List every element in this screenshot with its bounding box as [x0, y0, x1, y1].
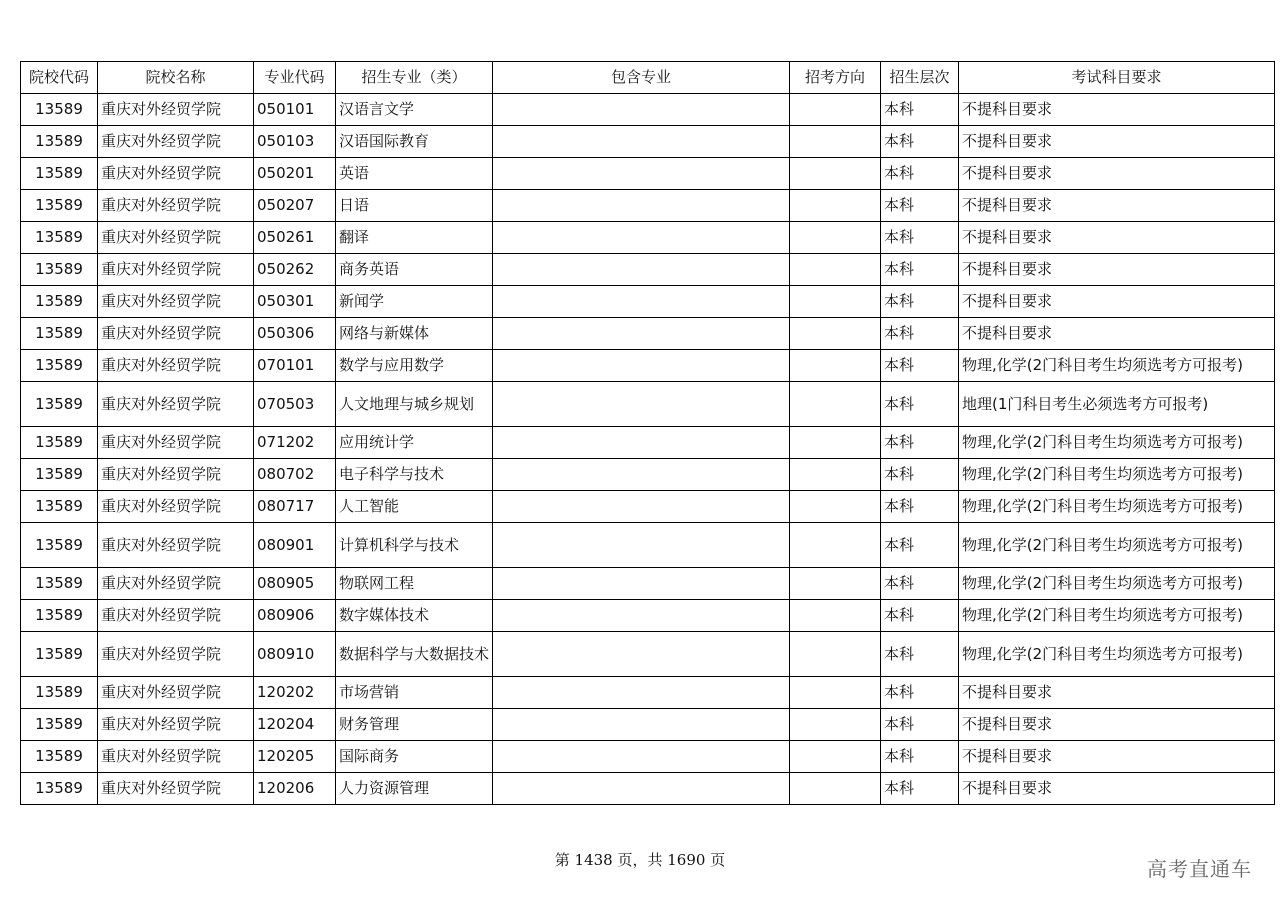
enrollment-table [20, 61, 1275, 805]
major-name-cell: 商务英语 [336, 254, 493, 286]
requirement-cell: 不提科目要求 [959, 158, 1275, 190]
major-name-cell: 数字媒体技术 [336, 600, 493, 632]
school-name-cell: 重庆对外经贸学院 [98, 568, 254, 600]
school-code-cell: 13589 [21, 382, 98, 427]
level-cell: 本科 [881, 677, 959, 709]
school-name-cell: 重庆对外经贸学院 [98, 382, 254, 427]
major-name-cell: 计算机科学与技术 [336, 523, 493, 568]
level-cell: 本科 [881, 709, 959, 741]
level-cell: 本科 [881, 523, 959, 568]
major-code-cell: 070503 [254, 382, 336, 427]
school-name-cell: 重庆对外经贸学院 [98, 459, 254, 491]
school-code-cell: 13589 [21, 318, 98, 350]
table-row [21, 491, 1275, 523]
major-code-cell: 050103 [254, 126, 336, 158]
school-code-cell: 13589 [21, 158, 98, 190]
direction-cell [790, 382, 881, 427]
school-name-cell: 重庆对外经贸学院 [98, 427, 254, 459]
school-name-cell: 重庆对外经贸学院 [98, 222, 254, 254]
included-majors-cell [493, 677, 790, 709]
direction-cell [790, 600, 881, 632]
school-name-cell: 重庆对外经贸学院 [98, 741, 254, 773]
direction-cell [790, 94, 881, 126]
table-row [21, 158, 1275, 190]
level-cell: 本科 [881, 318, 959, 350]
major-name-cell: 人文地理与城乡规划 [336, 382, 493, 427]
table-row [21, 459, 1275, 491]
major-name-cell: 汉语言文学 [336, 94, 493, 126]
major-code-cell: 080905 [254, 568, 336, 600]
table-row [21, 94, 1275, 126]
direction-cell [790, 568, 881, 600]
school-name-cell: 重庆对外经贸学院 [98, 632, 254, 677]
major-code-cell: 050306 [254, 318, 336, 350]
major-code-cell: 120202 [254, 677, 336, 709]
level-cell: 本科 [881, 600, 959, 632]
requirement-cell: 不提科目要求 [959, 254, 1275, 286]
direction-cell [790, 350, 881, 382]
included-majors-cell [493, 773, 790, 805]
direction-cell [790, 286, 881, 318]
direction-cell [790, 254, 881, 286]
requirement-cell: 物理,化学(2门科目考生均须选考方可报考) [959, 427, 1275, 459]
direction-cell [790, 459, 881, 491]
table-row [21, 568, 1275, 600]
direction-cell [790, 318, 881, 350]
included-majors-cell [493, 632, 790, 677]
school-name-cell: 重庆对外经贸学院 [98, 600, 254, 632]
table-row [21, 254, 1275, 286]
table-row [21, 600, 1275, 632]
direction-cell [790, 741, 881, 773]
direction-cell [790, 158, 881, 190]
table-row [21, 126, 1275, 158]
requirement-cell: 物理,化学(2门科目考生均须选考方可报考) [959, 491, 1275, 523]
major-name-cell: 日语 [336, 190, 493, 222]
table-row [21, 318, 1275, 350]
major-name-cell: 网络与新媒体 [336, 318, 493, 350]
requirement-cell: 物理,化学(2门科目考生均须选考方可报考) [959, 350, 1275, 382]
included-majors-cell [493, 523, 790, 568]
included-majors-cell [493, 318, 790, 350]
school-code-cell: 13589 [21, 286, 98, 318]
header-school-name: 院校名称 [98, 62, 254, 94]
requirement-cell: 物理,化学(2门科目考生均须选考方可报考) [959, 632, 1275, 677]
table-row [21, 222, 1275, 254]
school-code-cell: 13589 [21, 94, 98, 126]
direction-cell [790, 190, 881, 222]
table-row [21, 382, 1275, 427]
level-cell: 本科 [881, 350, 959, 382]
level-cell: 本科 [881, 158, 959, 190]
school-code-cell: 13589 [21, 677, 98, 709]
major-code-cell: 071202 [254, 427, 336, 459]
school-code-cell: 13589 [21, 632, 98, 677]
school-code-cell: 13589 [21, 600, 98, 632]
table-row [21, 350, 1275, 382]
included-majors-cell [493, 350, 790, 382]
major-name-cell: 人工智能 [336, 491, 493, 523]
major-code-cell: 120204 [254, 709, 336, 741]
header-subject-requirement: 考试科目要求 [959, 62, 1275, 94]
level-cell: 本科 [881, 126, 959, 158]
included-majors-cell [493, 190, 790, 222]
major-code-cell: 050207 [254, 190, 336, 222]
table-header-row [21, 62, 1275, 94]
school-code-cell: 13589 [21, 459, 98, 491]
school-name-cell: 重庆对外经贸学院 [98, 190, 254, 222]
included-majors-cell [493, 254, 790, 286]
included-majors-cell [493, 222, 790, 254]
table-row [21, 286, 1275, 318]
major-code-cell: 080906 [254, 600, 336, 632]
major-name-cell: 新闻学 [336, 286, 493, 318]
school-code-cell: 13589 [21, 709, 98, 741]
level-cell: 本科 [881, 286, 959, 318]
major-code-cell: 050261 [254, 222, 336, 254]
requirement-cell: 地理(1门科目考生必须选考方可报考) [959, 382, 1275, 427]
table-body [21, 94, 1275, 805]
direction-cell [790, 222, 881, 254]
included-majors-cell [493, 600, 790, 632]
page-number: 第 1438 页，共 1690 页 [554, 851, 726, 869]
requirement-cell: 不提科目要求 [959, 126, 1275, 158]
major-name-cell: 翻译 [336, 222, 493, 254]
school-code-cell: 13589 [21, 741, 98, 773]
major-name-cell: 国际商务 [336, 741, 493, 773]
school-name-cell: 重庆对外经贸学院 [98, 318, 254, 350]
major-code-cell: 080910 [254, 632, 336, 677]
level-cell: 本科 [881, 491, 959, 523]
requirement-cell: 物理,化学(2门科目考生均须选考方可报考) [959, 568, 1275, 600]
school-name-cell: 重庆对外经贸学院 [98, 677, 254, 709]
school-name-cell: 重庆对外经贸学院 [98, 491, 254, 523]
included-majors-cell [493, 126, 790, 158]
major-code-cell: 080901 [254, 523, 336, 568]
level-cell: 本科 [881, 568, 959, 600]
level-cell: 本科 [881, 773, 959, 805]
major-code-cell: 080717 [254, 491, 336, 523]
major-code-cell: 050301 [254, 286, 336, 318]
requirement-cell: 不提科目要求 [959, 709, 1275, 741]
major-code-cell: 050101 [254, 94, 336, 126]
included-majors-cell [493, 741, 790, 773]
major-code-cell: 080702 [254, 459, 336, 491]
level-cell: 本科 [881, 382, 959, 427]
requirement-cell: 物理,化学(2门科目考生均须选考方可报考) [959, 459, 1275, 491]
header-direction: 招考方向 [790, 62, 881, 94]
level-cell: 本科 [881, 459, 959, 491]
school-code-cell: 13589 [21, 491, 98, 523]
major-name-cell: 市场营销 [336, 677, 493, 709]
table-row [21, 677, 1275, 709]
school-name-cell: 重庆对外经贸学院 [98, 350, 254, 382]
direction-cell [790, 677, 881, 709]
school-code-cell: 13589 [21, 427, 98, 459]
major-code-cell: 070101 [254, 350, 336, 382]
school-name-cell: 重庆对外经贸学院 [98, 94, 254, 126]
requirement-cell: 不提科目要求 [959, 222, 1275, 254]
level-cell: 本科 [881, 190, 959, 222]
school-name-cell: 重庆对外经贸学院 [98, 158, 254, 190]
table-row [21, 773, 1275, 805]
school-code-cell: 13589 [21, 222, 98, 254]
included-majors-cell [493, 459, 790, 491]
table-row [21, 632, 1275, 677]
header-school-code: 院校代码 [21, 62, 98, 94]
school-code-cell: 13589 [21, 254, 98, 286]
school-name-cell: 重庆对外经贸学院 [98, 126, 254, 158]
level-cell: 本科 [881, 94, 959, 126]
school-name-cell: 重庆对外经贸学院 [98, 773, 254, 805]
included-majors-cell [493, 158, 790, 190]
major-name-cell: 英语 [336, 158, 493, 190]
header-included-majors: 包含专业 [493, 62, 790, 94]
level-cell: 本科 [881, 632, 959, 677]
requirement-cell: 不提科目要求 [959, 318, 1275, 350]
included-majors-cell [493, 709, 790, 741]
included-majors-cell [493, 94, 790, 126]
school-name-cell: 重庆对外经贸学院 [98, 286, 254, 318]
direction-cell [790, 491, 881, 523]
school-code-cell: 13589 [21, 568, 98, 600]
included-majors-cell [493, 491, 790, 523]
direction-cell [790, 709, 881, 741]
major-name-cell: 应用统计学 [336, 427, 493, 459]
table-row [21, 709, 1275, 741]
direction-cell [790, 773, 881, 805]
table-row [21, 190, 1275, 222]
major-name-cell: 数学与应用数学 [336, 350, 493, 382]
included-majors-cell [493, 382, 790, 427]
level-cell: 本科 [881, 254, 959, 286]
direction-cell [790, 632, 881, 677]
school-name-cell: 重庆对外经贸学院 [98, 709, 254, 741]
level-cell: 本科 [881, 222, 959, 254]
level-cell: 本科 [881, 741, 959, 773]
included-majors-cell [493, 286, 790, 318]
major-code-cell: 120206 [254, 773, 336, 805]
major-code-cell: 050201 [254, 158, 336, 190]
major-code-cell: 050262 [254, 254, 336, 286]
header-level: 招生层次 [881, 62, 959, 94]
table-row [21, 741, 1275, 773]
requirement-cell: 不提科目要求 [959, 286, 1275, 318]
included-majors-cell [493, 568, 790, 600]
major-name-cell: 数据科学与大数据技术 [336, 632, 493, 677]
school-code-cell: 13589 [21, 523, 98, 568]
school-code-cell: 13589 [21, 190, 98, 222]
table-row [21, 427, 1275, 459]
major-name-cell: 电子科学与技术 [336, 459, 493, 491]
requirement-cell: 物理,化学(2门科目考生均须选考方可报考) [959, 523, 1275, 568]
header-major-code: 专业代码 [254, 62, 336, 94]
major-name-cell: 汉语国际教育 [336, 126, 493, 158]
major-name-cell: 人力资源管理 [336, 773, 493, 805]
header-major: 招生专业（类） [336, 62, 493, 94]
requirement-cell: 物理,化学(2门科目考生均须选考方可报考) [959, 600, 1275, 632]
direction-cell [790, 427, 881, 459]
table-row [21, 523, 1275, 568]
school-code-cell: 13589 [21, 773, 98, 805]
requirement-cell: 不提科目要求 [959, 94, 1275, 126]
major-code-cell: 120205 [254, 741, 336, 773]
requirement-cell: 不提科目要求 [959, 741, 1275, 773]
requirement-cell: 不提科目要求 [959, 773, 1275, 805]
school-code-cell: 13589 [21, 350, 98, 382]
requirement-cell: 不提科目要求 [959, 677, 1275, 709]
direction-cell [790, 523, 881, 568]
major-name-cell: 财务管理 [336, 709, 493, 741]
level-cell: 本科 [881, 427, 959, 459]
school-name-cell: 重庆对外经贸学院 [98, 523, 254, 568]
included-majors-cell [493, 427, 790, 459]
watermark-logo: 高考直通车 [1147, 857, 1252, 881]
requirement-cell: 不提科目要求 [959, 190, 1275, 222]
school-code-cell: 13589 [21, 126, 98, 158]
direction-cell [790, 126, 881, 158]
major-name-cell: 物联网工程 [336, 568, 493, 600]
school-name-cell: 重庆对外经贸学院 [98, 254, 254, 286]
